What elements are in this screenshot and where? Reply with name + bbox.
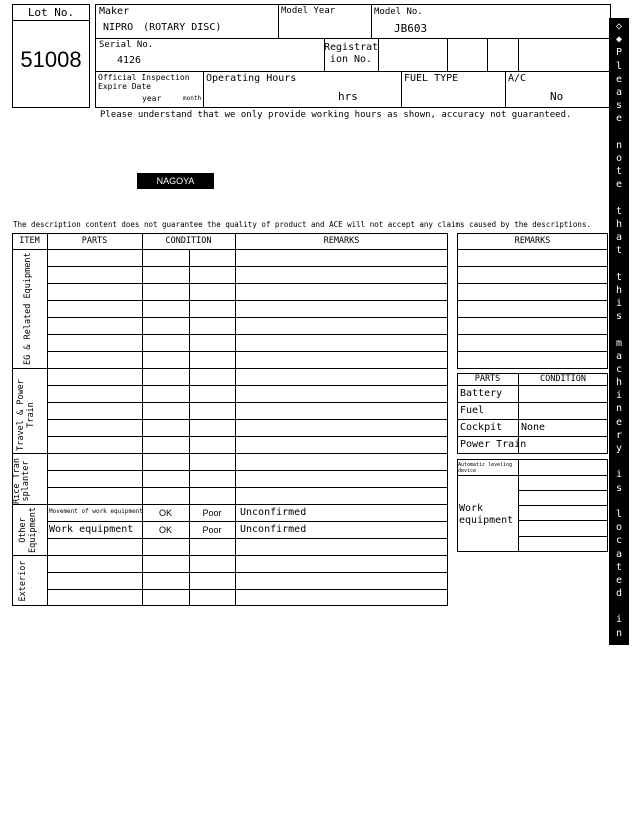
header-condition: CONDITION bbox=[165, 236, 212, 246]
section-exterior: Exterior bbox=[18, 560, 28, 602]
disclaimer: The description content does not guarantee the quality of product and ACE will not accept any claims caused by the descriptions. bbox=[13, 220, 591, 229]
banner-char: i bbox=[615, 614, 623, 626]
banner-char: N bbox=[615, 654, 623, 665]
auto-leveling-label: Automatic leveling device bbox=[458, 462, 513, 474]
banner-char bbox=[609, 257, 629, 270]
banner-char: e bbox=[615, 416, 623, 428]
remark-unconfirmed: Unconfirmed bbox=[240, 524, 307, 535]
banner-char bbox=[609, 495, 629, 508]
banner-char: t bbox=[615, 561, 623, 573]
ac-value: No bbox=[550, 90, 564, 103]
parts-header: PARTS bbox=[474, 374, 501, 384]
banner-char: s bbox=[615, 100, 623, 112]
banner-char: n bbox=[615, 403, 623, 415]
location-badge: NAGOYA bbox=[137, 173, 214, 189]
banner-char: t bbox=[615, 245, 623, 257]
fuel-label: FUEL TYPE bbox=[404, 73, 459, 84]
banner-char: t bbox=[615, 271, 623, 283]
banner-text bbox=[609, 18, 629, 824]
hours-notice: Please understand that we only provide working hours as shown, accuracy not guaranteed. bbox=[100, 110, 572, 120]
inspection-year: year bbox=[142, 94, 162, 103]
banner-char: a bbox=[615, 232, 623, 243]
banner-char: d bbox=[615, 785, 623, 797]
inspection-label: Official Inspection Expire Date bbox=[98, 73, 190, 91]
banner-char: s bbox=[615, 482, 623, 494]
banner-char: c bbox=[615, 363, 623, 375]
hours-unit: hrs bbox=[338, 90, 358, 103]
yard-location-banner bbox=[609, 18, 629, 824]
part-battery: Battery bbox=[460, 388, 503, 399]
model-no-value: JB603 bbox=[394, 22, 428, 35]
banner-char: c bbox=[615, 535, 623, 547]
cond-ok: OK bbox=[158, 525, 172, 535]
banner-char: a bbox=[615, 86, 623, 98]
banner-char bbox=[609, 640, 629, 653]
banner-char: g bbox=[615, 680, 623, 692]
banner-char: e bbox=[615, 574, 623, 586]
serial-value: 4126 bbox=[117, 55, 142, 66]
banner-char: r bbox=[615, 429, 623, 441]
banner-char: i bbox=[615, 469, 623, 481]
banner-char: o bbox=[615, 152, 623, 164]
work-equipment-label: Work equipment bbox=[459, 503, 514, 526]
section-rice-transplanter: Rice Transplanter bbox=[12, 457, 31, 505]
banner-char: e bbox=[615, 73, 623, 85]
header-remarks: REMARKS bbox=[323, 236, 360, 246]
banner-char: m bbox=[615, 337, 623, 349]
banner-char: t bbox=[615, 166, 623, 178]
banner-char: i bbox=[615, 390, 623, 402]
serial-label: Serial No. bbox=[99, 40, 154, 50]
part-cockpit: Cockpit bbox=[460, 422, 503, 433]
banner-char: n bbox=[615, 139, 623, 151]
cockpit-condition: None bbox=[521, 422, 546, 433]
condition-header: CONDITION bbox=[539, 374, 587, 384]
banner-char bbox=[609, 455, 629, 468]
diamond-icon: ◆ bbox=[615, 34, 623, 46]
banner-char: l bbox=[615, 508, 623, 520]
part-fuel: Fuel bbox=[460, 405, 485, 416]
model-year-label: Model Year bbox=[281, 6, 336, 16]
banner-char: y bbox=[615, 706, 623, 718]
ac-label: A/C bbox=[508, 73, 527, 84]
cond-poor: Poor bbox=[202, 525, 222, 535]
banner-char: i bbox=[615, 297, 623, 309]
banner-char: h bbox=[615, 377, 623, 389]
banner-char: a bbox=[615, 350, 623, 362]
banner-char: a bbox=[615, 759, 623, 771]
banner-char: o bbox=[615, 693, 623, 705]
part-work-equipment: Work equipment bbox=[49, 524, 134, 535]
banner-char bbox=[609, 323, 629, 336]
registration-label: Registrat ion No. bbox=[324, 42, 379, 65]
banner-char: P bbox=[615, 47, 623, 59]
diamond-icon: ◆ bbox=[615, 799, 623, 811]
header-parts: PARTS bbox=[81, 236, 108, 246]
banner-char: h bbox=[615, 284, 623, 296]
section-other-equipment: Other Equipment bbox=[18, 506, 38, 554]
banner-char: s bbox=[615, 311, 623, 323]
lot-number: 51008 bbox=[20, 47, 82, 72]
section-travel-power: Travel & Power Train bbox=[16, 379, 36, 451]
banner-char: t bbox=[615, 205, 623, 217]
section-eg-related: EG & Related Equipment bbox=[23, 252, 33, 365]
banner-char bbox=[609, 191, 629, 204]
banner-char bbox=[609, 732, 629, 745]
banner-char: l bbox=[615, 60, 623, 72]
banner-char: Y bbox=[615, 746, 623, 758]
remarks-header: REMARKS bbox=[514, 236, 551, 246]
banner-char bbox=[609, 600, 629, 613]
banner-char: e bbox=[615, 179, 623, 191]
banner-char: a bbox=[615, 667, 623, 679]
banner-char: a bbox=[615, 548, 623, 560]
banner-char: y bbox=[615, 443, 623, 454]
banner-char: o bbox=[615, 522, 623, 534]
diamond-icon: ◇ bbox=[615, 812, 623, 824]
hours-label: Operating Hours bbox=[206, 73, 297, 84]
part-power-train: Power Train bbox=[460, 439, 527, 450]
maker-value: NIPRO (ROTARY DISC) bbox=[103, 22, 222, 33]
cond-poor: Poor bbox=[202, 508, 222, 518]
banner-char: n bbox=[615, 627, 623, 639]
maker-label: Maker bbox=[99, 6, 130, 17]
banner-char: d bbox=[615, 588, 623, 600]
lot-label: Lot No. bbox=[27, 6, 75, 19]
banner-char: e bbox=[615, 113, 623, 125]
inspection-month: month bbox=[183, 95, 202, 102]
remark-unconfirmed: Unconfirmed bbox=[240, 507, 307, 518]
banner-char: h bbox=[615, 218, 623, 230]
diamond-icon: ◇ bbox=[615, 21, 623, 32]
header-item: ITEM bbox=[19, 236, 40, 246]
model-no-label: Model No. bbox=[374, 7, 423, 17]
cond-ok: OK bbox=[158, 508, 172, 518]
part-movement-work-equipment: Movement of work equipment bbox=[49, 508, 143, 515]
banner-char bbox=[609, 126, 629, 139]
banner-char: r bbox=[615, 772, 623, 784]
banner-char: a bbox=[615, 719, 623, 731]
